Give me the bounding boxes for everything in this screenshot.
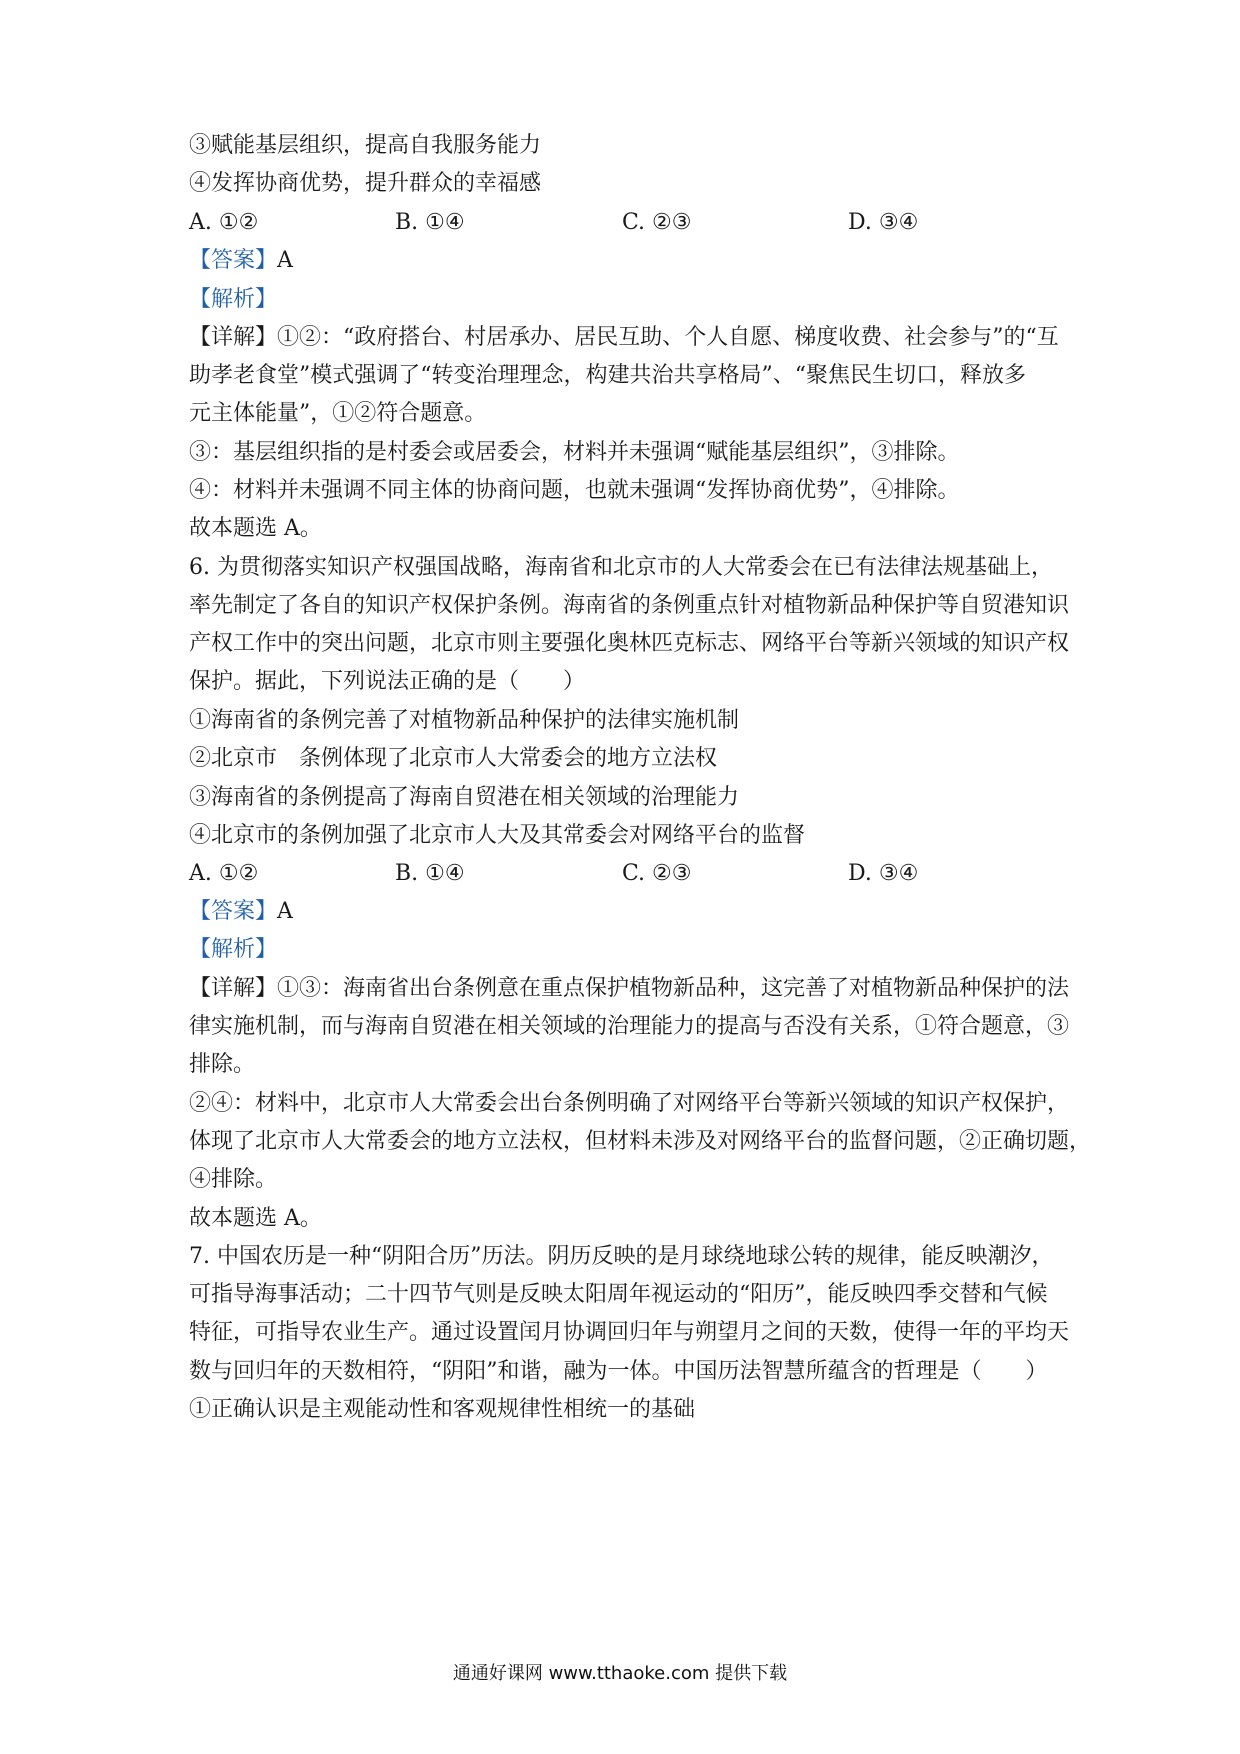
q6-option-4: ④北京市的条例加强了北京市人大及其常委会对网络平台的监督 bbox=[189, 823, 806, 848]
q6-analysis-label: 【解析】 bbox=[189, 937, 278, 962]
q6-choice-d: D. ③④ bbox=[848, 861, 919, 886]
q7-stem-line: 数与回归年的天数相符，“阴阳”和谐，融为一体。中国历法智慧所蕴含的哲理是（ ） bbox=[189, 1359, 1048, 1384]
q5-answer bbox=[189, 246, 1069, 276]
q6-stem-line: 6. 为贯彻落实知识产权强国战略，海南省和北京市的人大常委会在已有法律法规基础上， bbox=[189, 555, 1053, 580]
detail-text: ①②：“政府搭台、村居承办、居民互助、个人自愿、梯度收费、社会参与”的“互 bbox=[277, 325, 1059, 350]
q6-detail-line bbox=[189, 974, 1069, 1004]
q5-detail-line bbox=[189, 323, 1069, 353]
answer-value: A bbox=[277, 899, 293, 924]
q6-option-2: ②北京市 条例体现了北京市人大常委会的地方立法权 bbox=[189, 746, 718, 771]
q6-conclusion: 故本题选 A。 bbox=[189, 1206, 322, 1231]
q5-conclusion: 故本题选 A。 bbox=[189, 516, 322, 541]
q7-stem-line: 特征，可指导农业生产。通过设置闰月协调回归年与朔望月之间的天数，使得一年的平均天 bbox=[189, 1320, 1070, 1345]
answer-value: A bbox=[277, 248, 293, 273]
detail-text: ①③：海南省出台条例意在重点保护植物新品种，这完善了对植物新品种保护的法 bbox=[277, 976, 1070, 1001]
q5-choice-a: A. ①② bbox=[189, 210, 259, 235]
q6-detail-line: ④排除。 bbox=[189, 1167, 278, 1192]
q6-choice-a: A. ①② bbox=[189, 861, 259, 886]
q5-detail-line: ④：材料并未强调不同主体的协商问题，也就未强调“发挥协商优势”，④排除。 bbox=[189, 478, 960, 503]
q5-choice-c: C. ②③ bbox=[622, 210, 692, 235]
q5-option-4: ④发挥协商优势，提升群众的幸福感 bbox=[189, 171, 542, 196]
answer-label: 【答案】 bbox=[189, 899, 278, 924]
answer-label: 【答案】 bbox=[189, 248, 278, 273]
q6-stem-line: 产权工作中的突出问题，北京市则主要强化奥林匹克标志、网络平台等新兴领域的知识产权 bbox=[189, 631, 1070, 656]
q6-option-3: ③海南省的条例提高了海南自贸港在相关领域的治理能力 bbox=[189, 785, 740, 810]
q6-choice-c: C. ②③ bbox=[622, 861, 692, 886]
q5-option-3: ③赋能基层组织，提高自我服务能力 bbox=[189, 133, 542, 158]
q7-stem-line: 可指导海事活动；二十四节气则是反映太阳周年视运动的“阳历”，能反映四季交替和气候 bbox=[189, 1282, 1048, 1307]
detail-label: 【详解】 bbox=[189, 976, 278, 1001]
q5-choice-b: B. ①④ bbox=[395, 210, 465, 235]
q6-choice-b: B. ①④ bbox=[395, 861, 465, 886]
q7-option-1: ①正确认识是主观能动性和客观规律性相统一的基础 bbox=[189, 1397, 696, 1422]
q5-analysis-label: 【解析】 bbox=[189, 287, 278, 312]
q5-detail-line: 助孝老食堂”模式强调了“转变治理理念，构建共治共享格局”、“聚焦民生切口，释放多 bbox=[189, 363, 1026, 388]
q5-choice-d: D. ③④ bbox=[848, 210, 919, 235]
q5-detail-line: 元主体能量”，①②符合题意。 bbox=[189, 401, 487, 426]
detail-label: 【详解】 bbox=[189, 325, 278, 350]
q6-detail-line: ②④：材料中，北京市人大常委会出台条例明确了对网络平台等新兴领域的知识产权保护， bbox=[189, 1091, 1070, 1116]
q6-stem-line: 率先制定了各自的知识产权保护条例。海南省的条例重点针对植物新品种保护等自贸港知识 bbox=[189, 593, 1070, 618]
q6-detail-line: 排除。 bbox=[189, 1052, 256, 1077]
q5-detail-line: ③：基层组织指的是村委会或居委会，材料并未强调“赋能基层组织”，③排除。 bbox=[189, 440, 960, 465]
q6-detail-line: 体现了北京市人大常委会的地方立法权，但材料未涉及对网络平台的监督问题，②正确切题， bbox=[189, 1129, 1092, 1154]
q6-detail-line: 律实施机制，而与海南自贸港在相关领域的治理能力的提高与否没有关系，①符合题意，③ bbox=[189, 1014, 1070, 1039]
q7-stem-line: 7. 中国农历是一种“阴阳合历”历法。阴历反映的是月球绕地球公转的规律，能反映潮汐， bbox=[189, 1244, 1054, 1269]
q6-answer bbox=[189, 897, 1069, 927]
q6-stem-line: 保护。据此，下列说法正确的是（ ） bbox=[189, 669, 586, 694]
q6-option-1: ①海南省的条例完善了对植物新品种保护的法律实施机制 bbox=[189, 708, 740, 733]
page-footer: 通通好课网 www.tthaoke.com 提供下载 bbox=[452, 1663, 788, 1684]
